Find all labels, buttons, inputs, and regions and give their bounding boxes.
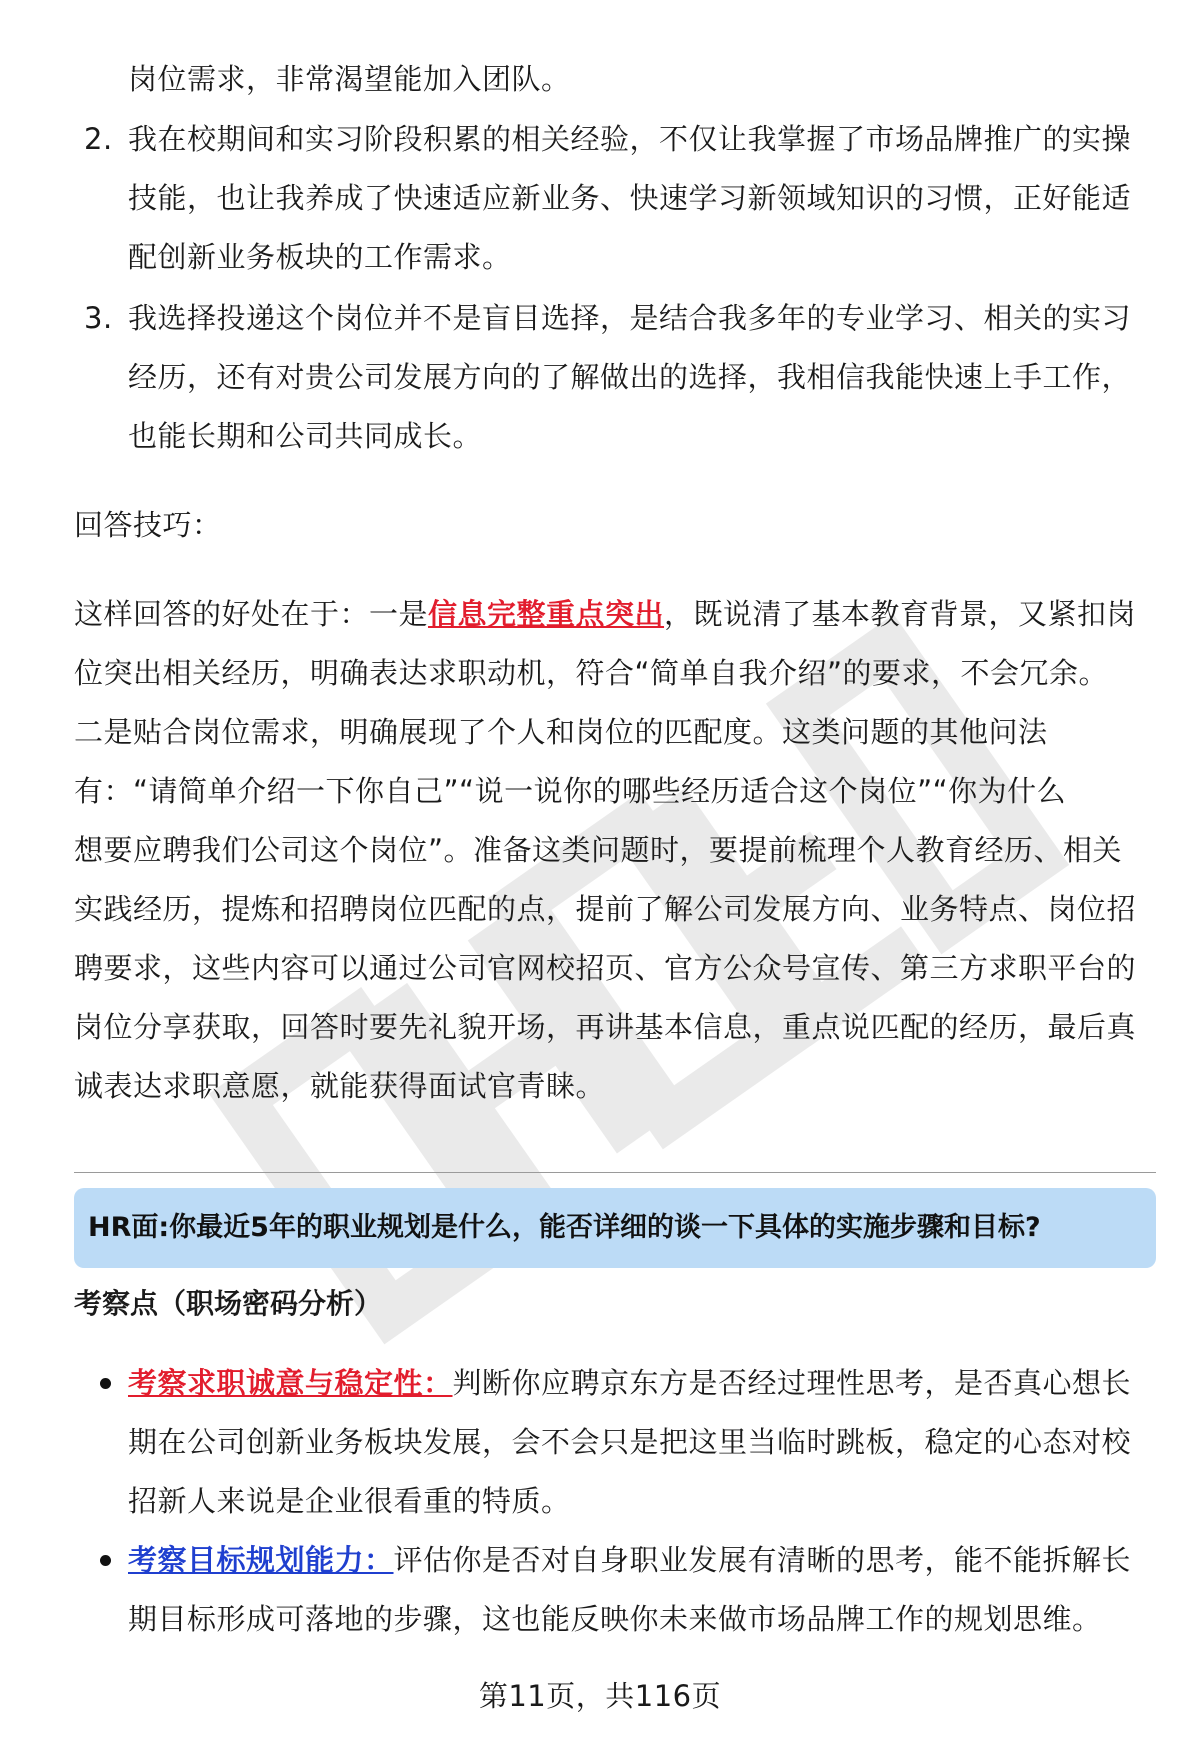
tips-line: 实践经历，提炼和招聘岗位匹配的点，提前了解公司发展方向、业务特点、岗位招 (74, 892, 1137, 926)
highlight-planning: 考察目标规划能力： (128, 1543, 394, 1577)
bullet-line (128, 1354, 1150, 1413)
tips-line: 诚表达求职意愿，就能获得面试官青睐。 (74, 1069, 606, 1103)
tips-line: 位突出相关经历，明确表达求职动机，符合“简单自我介绍”的要求，不会冗余。 (74, 656, 1109, 690)
tips-line-text: 这样回答的好处在于：一是 (74, 597, 429, 631)
tips-line: 有：“请简单介绍一下你自己”“说一说你的哪些经历适合这个岗位”“你为什么 (74, 774, 1067, 808)
bullet-item (100, 1531, 1150, 1649)
tips-label: 回答技巧： (74, 508, 222, 542)
bullet-dot-icon (100, 1378, 111, 1389)
tips-line: 二是贴合岗位需求，明确展现了个人和岗位的匹配度。这类问题的其他问法 (74, 715, 1048, 749)
tips-paragraph (74, 585, 1149, 1116)
bullet-line (128, 1531, 1150, 1590)
bullet-line: 期在公司创新业务板块发展，会不会只是把这里当临时跳板，稳定的心态对校 (128, 1425, 1132, 1459)
question-text: HR面:你最近5年的职业规划是什么，能否详细的谈一下具体的实施步骤和目标? (88, 1212, 1041, 1243)
list-item-line: 经历，还有对贵公司发展方向的了解做出的选择，我相信我能快速上手工作， (128, 360, 1132, 394)
tips-line: 想要应聘我们公司这个岗位”。准备这类问题时，要提前梳理个人教育经历、相关 (74, 833, 1123, 867)
list-item-line: 我在校期间和实习阶段积累的相关经验，不仅让我掌握了市场品牌推广的实操 (128, 122, 1132, 156)
bullet-line-text: 评估你是否对自身职业发展有清晰的思考，能不能拆解长 (393, 1543, 1132, 1577)
list-number: 3. (84, 301, 113, 335)
question-banner (74, 1188, 1156, 1268)
list-number: 2. (84, 122, 113, 156)
tips-line: 聘要求，这些内容可以通过公司官网校招页、官方公众号宣传、第三方求职平台的 (74, 951, 1137, 985)
intro-continuation-text: 岗位需求，非常渴望能加入团队。 (128, 62, 571, 96)
tips-line (74, 585, 1149, 644)
numbered-list-item (84, 110, 1144, 287)
bullet-line-text: 判断你应聘京东方是否经过理性思考，是否真心想长 (452, 1366, 1132, 1400)
highlight-info-complete: 信息完整重点突出 (428, 597, 665, 631)
list-item-line: 配创新业务板块的工作需求。 (128, 240, 512, 274)
list-item-line: 我选择投递这个岗位并不是盲目选择，是结合我多年的专业学习、相关的实习 (128, 301, 1132, 335)
section-divider (74, 1172, 1156, 1173)
page-footer: 第11页，共116页 (478, 1679, 722, 1713)
list-item-line: 也能长期和公司共同成长。 (128, 419, 483, 453)
bullet-dot-icon (100, 1555, 111, 1566)
tips-line: 岗位分享获取，回答时要先礼貌开场，再讲基本信息，重点说匹配的经历，最后真 (74, 1010, 1137, 1044)
numbered-list-item (84, 289, 1144, 466)
tips-line-text: ，既说清了基本教育背景，又紧扣岗 (664, 597, 1137, 631)
section-title: 考察点（职场密码分析） (74, 1287, 383, 1320)
bullet-item (100, 1354, 1150, 1531)
bullet-line: 期目标形成可落地的步骤，这也能反映你未来做市场品牌工作的规划思维。 (128, 1602, 1102, 1636)
list-item-line: 技能，也让我养成了快速适应新业务、快速学习新领域知识的习惯，正好能适 (128, 181, 1132, 215)
bullet-line: 招新人来说是企业很看重的特质。 (128, 1484, 571, 1518)
highlight-sincerity: 考察求职诚意与稳定性： (128, 1366, 453, 1400)
